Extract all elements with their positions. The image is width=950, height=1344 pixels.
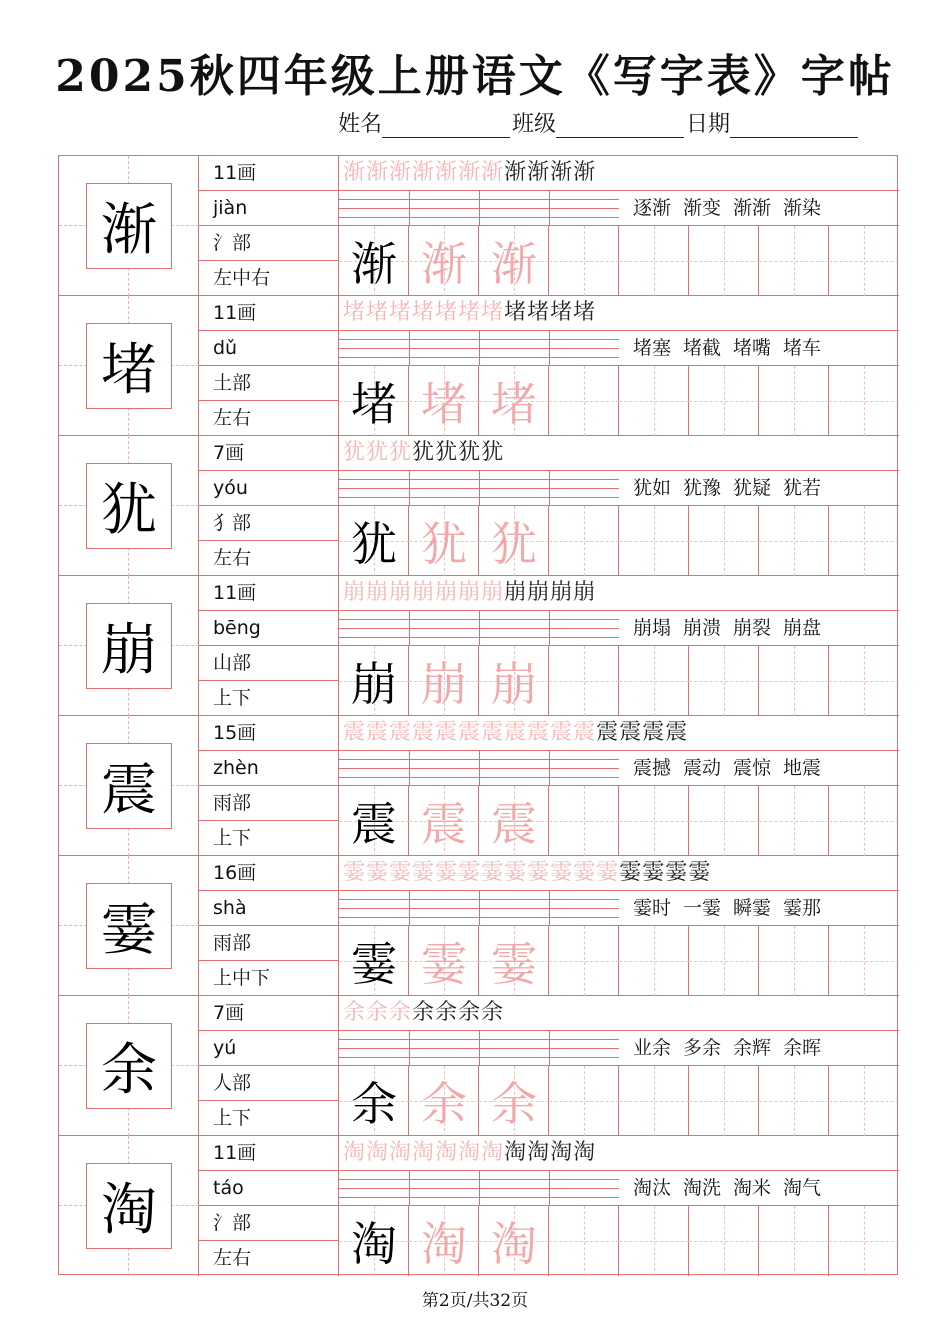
- word-item: 瞬霎: [733, 897, 772, 919]
- main-character: 堵: [86, 323, 172, 409]
- trace-char: 渐: [491, 237, 537, 291]
- trace-char-cell: [409, 1206, 479, 1276]
- trace-char: 余: [421, 1077, 467, 1131]
- trace-char: 震: [491, 797, 537, 851]
- trace-char: 震: [421, 797, 467, 851]
- structure: 上下: [213, 827, 252, 849]
- student-info: [338, 106, 898, 138]
- blank-practice-cell[interactable]: [689, 506, 759, 576]
- name-blank[interactable]: [382, 114, 510, 138]
- trace-char-cell: [409, 366, 479, 436]
- model-char: 崩: [351, 657, 397, 711]
- model-char-cell: [339, 226, 409, 296]
- blank-practice-cell[interactable]: [689, 646, 759, 716]
- pinyin-lines[interactable]: [339, 1171, 619, 1206]
- word-item: 堵截: [683, 337, 722, 359]
- char-display-cell: [59, 1136, 199, 1276]
- blank-practice-cell[interactable]: [829, 226, 899, 296]
- trace-char: 渐: [421, 237, 467, 291]
- word-item: 崩溃: [683, 617, 722, 639]
- radical: 犭部: [199, 506, 339, 541]
- blank-practice-cell[interactable]: [619, 646, 689, 716]
- blank-practice-cell[interactable]: [829, 1206, 899, 1276]
- stroke-order: 渐渐渐渐渐渐渐渐渐渐渐: [339, 156, 899, 191]
- copybook-sheet: [58, 155, 898, 1275]
- char-display-cell: [59, 576, 199, 716]
- trace-char-cell: [479, 1066, 549, 1136]
- blank-practice-cell[interactable]: [549, 646, 619, 716]
- word-item: 崩盘: [783, 617, 822, 639]
- stroke-order: 震震震震震震震震震震震震震震震: [339, 716, 899, 751]
- stroke-count: 15画: [199, 716, 339, 751]
- model-char-cell: [339, 506, 409, 576]
- stroke-count: 7画: [199, 436, 339, 471]
- word-item: 渐渐: [733, 197, 772, 219]
- word-item: 崩裂: [733, 617, 772, 639]
- stroke-count: 11画: [199, 576, 339, 611]
- char-meta: [199, 1136, 339, 1276]
- pinyin: yú: [199, 1031, 339, 1066]
- char-block: [59, 856, 899, 996]
- word-item: 犹若: [783, 477, 822, 499]
- class-blank[interactable]: [556, 114, 684, 138]
- char-display-cell: [59, 996, 199, 1136]
- main-character: 犹: [86, 463, 172, 549]
- practice-grid: [339, 1066, 899, 1136]
- word-item: 淘米: [733, 1177, 772, 1199]
- name-label: 姓名: [338, 112, 383, 137]
- blank-practice-cell[interactable]: [759, 506, 829, 576]
- blank-practice-cell[interactable]: [549, 1066, 619, 1136]
- model-char-cell: [339, 926, 409, 996]
- blank-practice-cell[interactable]: [619, 226, 689, 296]
- trace-char-cell: [409, 646, 479, 716]
- main-character: 震: [86, 743, 172, 829]
- stroke-count: 11画: [199, 296, 339, 331]
- blank-practice-cell[interactable]: [689, 226, 759, 296]
- word-list: [619, 1031, 899, 1066]
- pinyin: shà: [199, 891, 339, 926]
- trace-char: 堵: [421, 377, 467, 431]
- model-char: 犹: [351, 517, 397, 571]
- char-display-cell: [59, 436, 199, 576]
- char-display-cell: [59, 296, 199, 436]
- word-item: 犹疑: [733, 477, 772, 499]
- trace-char-cell: [479, 786, 549, 856]
- pinyin-lines[interactable]: [339, 751, 619, 786]
- pinyin-lines[interactable]: [339, 611, 619, 646]
- trace-char-cell: [479, 366, 549, 436]
- char-block: [59, 436, 899, 576]
- model-char: 渐: [351, 237, 397, 291]
- structure: 左右: [213, 1247, 252, 1269]
- char-meta: [199, 436, 339, 576]
- blank-practice-cell[interactable]: [829, 1066, 899, 1136]
- stroke-order: 余余余余余余余: [339, 996, 899, 1031]
- trace-char: 犹: [421, 517, 467, 571]
- blank-practice-cell[interactable]: [759, 1066, 829, 1136]
- practice-grid: [339, 366, 899, 436]
- pinyin-lines[interactable]: [339, 191, 619, 226]
- radical: 土部: [199, 366, 339, 401]
- blank-practice-cell[interactable]: [549, 366, 619, 436]
- trace-char: 淘: [421, 1217, 467, 1271]
- char-block: [59, 996, 899, 1136]
- date-label: 日期: [686, 112, 731, 137]
- page-title: 2025秋四年级上册语文《写字表》字帖: [55, 51, 895, 102]
- trace-char-cell: [409, 1066, 479, 1136]
- stroke-order: 淘淘淘淘淘淘淘淘淘淘淘: [339, 1136, 899, 1171]
- blank-practice-cell[interactable]: [619, 926, 689, 996]
- word-item: 淘洗: [683, 1177, 722, 1199]
- char-meta: [199, 996, 339, 1136]
- char-display-cell: [59, 856, 199, 996]
- pinyin: zhèn: [199, 751, 339, 786]
- word-list: [619, 611, 899, 646]
- stroke-order: 堵堵堵堵堵堵堵堵堵堵堵: [339, 296, 899, 331]
- radical: 山部: [199, 646, 339, 681]
- main-character: 霎: [86, 883, 172, 969]
- blank-practice-cell[interactable]: [619, 1066, 689, 1136]
- stroke-order: 崩崩崩崩崩崩崩崩崩崩崩: [339, 576, 899, 611]
- char-display-cell: [59, 716, 199, 856]
- main-character: 崩: [86, 603, 172, 689]
- word-item: 霎那: [783, 897, 822, 919]
- trace-char-cell: [479, 506, 549, 576]
- radical: 雨部: [199, 926, 339, 961]
- blank-practice-cell[interactable]: [689, 786, 759, 856]
- blank-practice-cell[interactable]: [549, 926, 619, 996]
- stroke-order: 霎霎霎霎霎霎霎霎霎霎霎霎霎霎霎霎: [339, 856, 899, 891]
- blank-practice-cell[interactable]: [759, 366, 829, 436]
- word-item: 震惊: [733, 757, 772, 779]
- date-blank[interactable]: [730, 114, 858, 138]
- trace-char-cell: [479, 1206, 549, 1276]
- blank-practice-cell[interactable]: [549, 1206, 619, 1276]
- word-item: 地震: [783, 757, 822, 779]
- model-char: 余: [351, 1077, 397, 1131]
- pinyin: bēng: [199, 611, 339, 646]
- blank-practice-cell[interactable]: [759, 1206, 829, 1276]
- word-item: 逐渐: [633, 197, 672, 219]
- model-char-cell: [339, 1206, 409, 1276]
- stroke-count: 16画: [199, 856, 339, 891]
- main-character: 余: [86, 1023, 172, 1109]
- blank-practice-cell[interactable]: [549, 786, 619, 856]
- blank-practice-cell[interactable]: [689, 366, 759, 436]
- word-list: [619, 1171, 899, 1206]
- word-item: 余晖: [783, 1037, 822, 1059]
- practice-grid: [339, 646, 899, 716]
- blank-practice-cell[interactable]: [689, 1206, 759, 1276]
- structure: 上下: [213, 1107, 252, 1129]
- word-item: 淘气: [783, 1177, 822, 1199]
- word-list: [619, 751, 899, 786]
- stroke-count: 7画: [199, 996, 339, 1031]
- word-item: 堵嘴: [733, 337, 772, 359]
- blank-practice-cell[interactable]: [829, 366, 899, 436]
- structure: 左右: [213, 407, 252, 429]
- model-char: 震: [351, 797, 397, 851]
- char-display-cell: [59, 156, 199, 296]
- char-meta: [199, 576, 339, 716]
- blank-practice-cell[interactable]: [619, 366, 689, 436]
- structure: 上下: [213, 687, 252, 709]
- word-list: [619, 891, 899, 926]
- radical: 氵部: [199, 1206, 339, 1241]
- structure: 上中下: [213, 967, 271, 989]
- radical: 人部: [199, 1066, 339, 1101]
- blank-practice-cell[interactable]: [689, 926, 759, 996]
- practice-grid: [339, 506, 899, 576]
- pinyin-lines[interactable]: [339, 331, 619, 366]
- structure: 左右: [213, 547, 252, 569]
- stroke-order: 犹犹犹犹犹犹犹: [339, 436, 899, 471]
- trace-char-cell: [479, 926, 549, 996]
- pinyin-lines[interactable]: [339, 471, 619, 506]
- practice-grid: [339, 1206, 899, 1276]
- trace-char-cell: [409, 786, 479, 856]
- trace-char-cell: [479, 646, 549, 716]
- word-list: [619, 191, 899, 226]
- word-item: 余辉: [733, 1037, 772, 1059]
- model-char: 堵: [351, 377, 397, 431]
- stroke-count: 11画: [199, 156, 339, 191]
- word-item: 震动: [683, 757, 722, 779]
- char-block: [59, 576, 899, 716]
- pinyin: dǔ: [199, 331, 339, 366]
- structure: 左中右: [213, 267, 271, 289]
- trace-char: 霎: [421, 937, 467, 991]
- blank-practice-cell[interactable]: [759, 786, 829, 856]
- blank-practice-cell[interactable]: [619, 786, 689, 856]
- word-item: 震撼: [633, 757, 672, 779]
- model-char-cell: [339, 366, 409, 436]
- pinyin: yóu: [199, 471, 339, 506]
- word-item: 渐变: [683, 197, 722, 219]
- word-item: 堵塞: [633, 337, 672, 359]
- page-footer: 第2页/共32页: [421, 1291, 529, 1311]
- word-item: 渐染: [783, 197, 822, 219]
- char-meta: [199, 856, 339, 996]
- word-item: 堵车: [783, 337, 822, 359]
- blank-practice-cell[interactable]: [759, 926, 829, 996]
- word-item: 一霎: [683, 897, 722, 919]
- blank-practice-cell[interactable]: [829, 926, 899, 996]
- blank-practice-cell[interactable]: [759, 646, 829, 716]
- trace-char: 霎: [491, 937, 537, 991]
- word-item: 多余: [683, 1037, 722, 1059]
- trace-char: 堵: [491, 377, 537, 431]
- stroke-count: 11画: [199, 1136, 339, 1171]
- char-meta: [199, 716, 339, 856]
- blank-practice-cell[interactable]: [829, 506, 899, 576]
- blank-practice-cell[interactable]: [549, 226, 619, 296]
- char-block: [59, 1136, 899, 1276]
- model-char-cell: [339, 786, 409, 856]
- blank-practice-cell[interactable]: [689, 1066, 759, 1136]
- blank-practice-cell[interactable]: [619, 1206, 689, 1276]
- radical: 雨部: [199, 786, 339, 821]
- trace-char: 淘: [491, 1217, 537, 1271]
- word-item: 犹如: [633, 477, 672, 499]
- trace-char-cell: [409, 226, 479, 296]
- pinyin: táo: [199, 1171, 339, 1206]
- word-list: [619, 331, 899, 366]
- practice-grid: [339, 786, 899, 856]
- model-char-cell: [339, 646, 409, 716]
- main-character: 淘: [86, 1163, 172, 1249]
- trace-char: 余: [491, 1077, 537, 1131]
- blank-practice-cell[interactable]: [829, 786, 899, 856]
- blank-practice-cell[interactable]: [619, 506, 689, 576]
- practice-grid: [339, 226, 899, 296]
- trace-char-cell: [479, 226, 549, 296]
- char-block: [59, 716, 899, 856]
- blank-practice-cell[interactable]: [759, 226, 829, 296]
- pinyin-lines[interactable]: [339, 1031, 619, 1066]
- word-item: 业余: [633, 1037, 672, 1059]
- trace-char-cell: [409, 506, 479, 576]
- trace-char: 崩: [421, 657, 467, 711]
- word-item: 淘汰: [633, 1177, 672, 1199]
- char-block: [59, 156, 899, 296]
- pinyin: jiàn: [199, 191, 339, 226]
- word-item: 犹豫: [683, 477, 722, 499]
- main-character: 渐: [86, 183, 172, 269]
- model-char-cell: [339, 1066, 409, 1136]
- trace-char: 犹: [491, 517, 537, 571]
- radical: 氵部: [199, 226, 339, 261]
- blank-practice-cell[interactable]: [829, 646, 899, 716]
- model-char: 淘: [351, 1217, 397, 1271]
- practice-grid: [339, 926, 899, 996]
- char-block: [59, 296, 899, 436]
- word-list: [619, 471, 899, 506]
- trace-char: 崩: [491, 657, 537, 711]
- trace-char-cell: [409, 926, 479, 996]
- class-label: 班级: [512, 112, 557, 137]
- pinyin-lines[interactable]: [339, 891, 619, 926]
- blank-practice-cell[interactable]: [549, 506, 619, 576]
- word-item: 崩塌: [633, 617, 672, 639]
- word-item: 霎时: [633, 897, 672, 919]
- model-char: 霎: [351, 937, 397, 991]
- char-meta: [199, 296, 339, 436]
- char-meta: [199, 156, 339, 296]
